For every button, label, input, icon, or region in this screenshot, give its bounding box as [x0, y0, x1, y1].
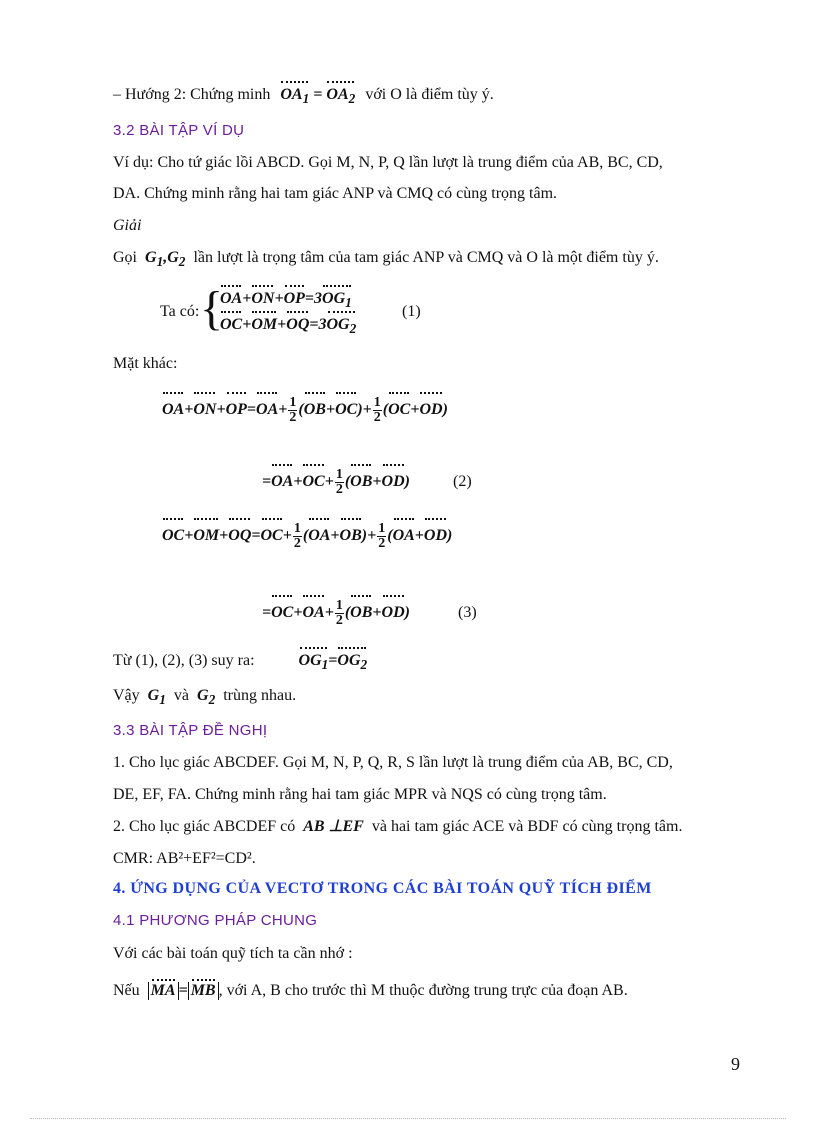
direction-2-line: [113, 84, 494, 110]
define-suffix: lần lượt là trọng tâm của tam giác ANP và CMQ và O là một điểm tùy ý.: [193, 249, 659, 266]
conclusion-prefix: Từ (1), (2), (3) suy ra:: [113, 652, 255, 669]
direction-2-suffix: với O là điểm tùy ý.: [365, 86, 494, 103]
remember-line: Với các bài toán quỹ tích ta cần nhớ :: [113, 945, 353, 962]
exercise-2-line: [113, 816, 682, 838]
formula-system-line-1: $OA+ON+OP=3OG_1$: [220, 288, 352, 314]
equation-number-3: (3): [458, 604, 477, 621]
equation-number-1: (1): [402, 303, 421, 320]
left-brace: {: [200, 282, 224, 335]
exercise-1-line-2: DE, EF, FA. Chứng minh rằng hai tam giác MPR và NQS có cùng trọng tâm.: [113, 786, 607, 803]
exercise-2-prefix: 2. Cho lục giác ABCDEF có: [113, 818, 296, 835]
formula-system-line-2: $OC+OM+OQ=3OG_2$: [220, 314, 356, 340]
formula-oa1-eq-oa2: $OA_1 = OA_2$: [280, 86, 355, 103]
page-number: 9: [731, 1054, 740, 1074]
if-line: [113, 980, 628, 1002]
if-suffix: , với A, B cho trước thì M thuộc đường trung trực của đoạn AB.: [218, 982, 628, 999]
example-line-1: Ví dụ: Cho tứ giác lồi ABCD. Gọi M, N, P, Q lần lượt là trung điểm của AB, BC, CD,: [113, 154, 663, 171]
exercise-2-suffix: và hai tam giác ACE và BDF có cùng trọng tâm.: [371, 818, 683, 835]
formula-expand-3: OC+OM+OQ=OC+ $\frac{1}{2}$ (OA+OB)+ $\frac{1}{2}$ (OA+OD): [162, 520, 453, 551]
formula-expand-1: OA+ON+OP=OA+ $\frac{1}{2}$ (OB+OC)+ $\frac{1}{2}$ (OC+OD): [162, 394, 448, 425]
symbol-g2: $G_2$: [197, 687, 216, 708]
formula-abs-ma-eq-abs-mb: MA = MB: [148, 982, 219, 999]
therefore-suffix: trùng nhau.: [223, 687, 297, 704]
heading-3-2: 3.2 BÀI TẬP VÍ DỤ: [113, 122, 245, 139]
therefore-and: và: [173, 687, 189, 704]
prove-line: CMR: AB²+EF²=CD².: [113, 850, 256, 867]
define-centroids-line: [113, 247, 659, 273]
if-prefix: Nếu: [113, 982, 140, 999]
conclusion-line: [113, 650, 367, 676]
footer-divider: [30, 1118, 786, 1119]
therefore-line: [113, 685, 296, 711]
solution-label: Giải: [113, 217, 142, 234]
equation-number-2: (2): [453, 473, 472, 490]
example-line-2: DA. Chứng minh rằng hai tam giác ANP và CMQ có cùng trọng tâm.: [113, 185, 558, 202]
formula-og1-eq-og2: $OG_1=OG_2$: [299, 652, 368, 669]
define-prefix: Gọi: [113, 249, 137, 266]
taco-label: Ta có:: [160, 303, 200, 320]
therefore-prefix: Vậy: [113, 687, 140, 704]
formula-g1-g2: $G_1,G_2$: [145, 249, 186, 270]
formula-expand-4: =OC+OA+ $\frac{1}{2}$ (OB+OD): [262, 597, 410, 628]
direction-2-prefix: – Hướng 2: Chứng minh: [113, 86, 271, 103]
heading-4: 4. ỨNG DỤNG CỦA VECTƠ TRONG CÁC BÀI TOÁN QUỸ TÍCH ĐIỂM: [113, 880, 652, 897]
formula-expand-2: =OA+OC+ $\frac{1}{2}$ (OB+OD): [262, 466, 410, 497]
heading-3-3: 3.3 BÀI TẬP ĐỀ NGHỊ: [113, 722, 268, 739]
otherwise-label: Mặt khác:: [113, 355, 178, 372]
heading-4-1: 4.1 PHƯƠNG PHÁP CHUNG: [113, 912, 318, 929]
formula-ab-perp-ef: AB ⊥EF: [303, 818, 364, 835]
exercise-1-line-1: 1. Cho lục giác ABCDEF. Gọi M, N, P, Q, R, S lần lượt là trung điểm của AB, BC, CD,: [113, 754, 673, 771]
symbol-g1: $G_1$: [147, 687, 166, 708]
